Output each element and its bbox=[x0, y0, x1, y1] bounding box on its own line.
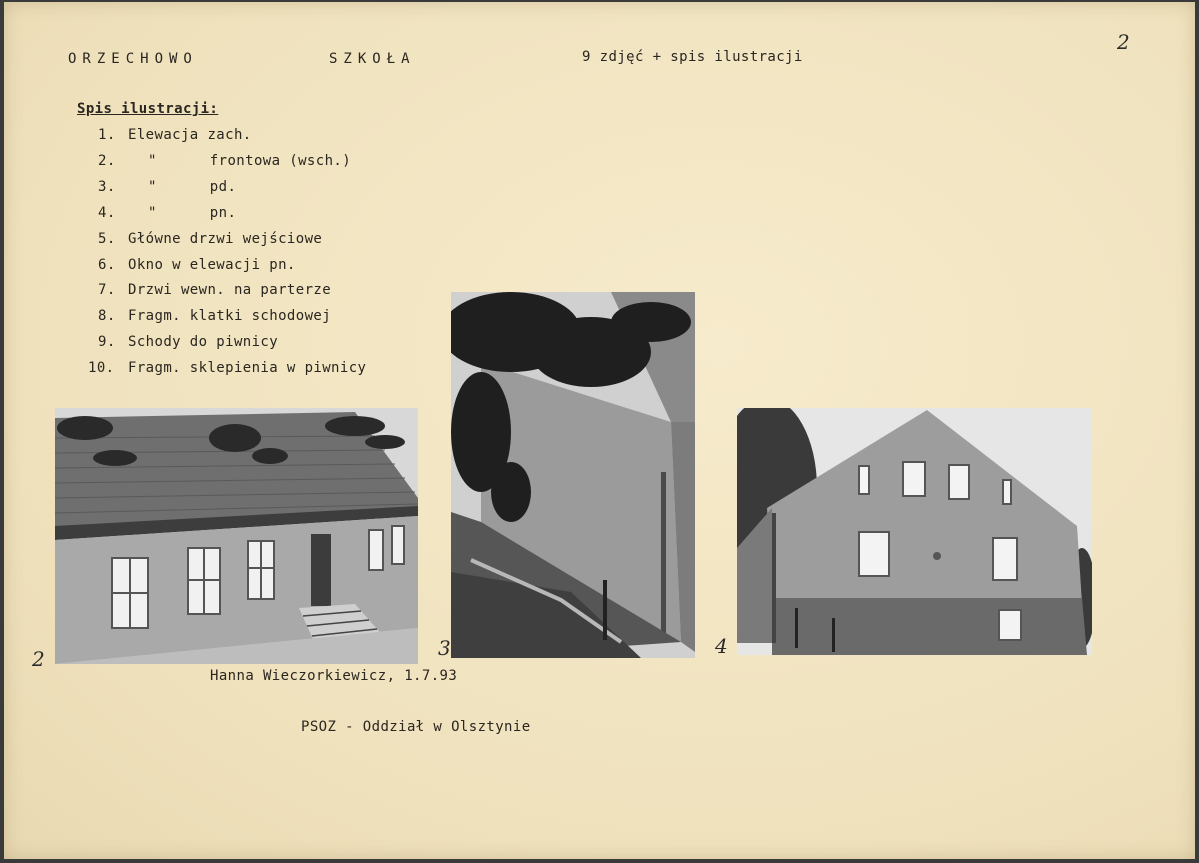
photo-label: 3 bbox=[438, 636, 451, 660]
list-item-number: 1. bbox=[98, 127, 116, 143]
list-item-text: Drzwi wewn. na parterze bbox=[128, 282, 332, 298]
list-item-text: Okno w elewacji pn. bbox=[128, 257, 296, 273]
list-item-number: 10. bbox=[88, 360, 115, 376]
photo-label: 2 bbox=[32, 647, 45, 671]
list-item-text: Główne drzwi wejściowe bbox=[128, 231, 323, 247]
list-item-number: 9. bbox=[98, 334, 116, 350]
list-item-text: " frontowa (wsch.) bbox=[148, 153, 352, 169]
list-item-text: Elewacja zach. bbox=[128, 127, 252, 143]
page-number: 2 bbox=[1117, 30, 1130, 54]
institution: PSOZ - Oddział w Olsztynie bbox=[301, 719, 531, 735]
photo-west-elevation bbox=[55, 408, 418, 664]
list-item-text: Schody do piwnicy bbox=[128, 334, 279, 350]
document-sheet bbox=[4, 2, 1195, 859]
list-item-text: " pd. bbox=[148, 179, 237, 195]
list-item-number: 3. bbox=[98, 179, 116, 195]
list-item-text: Fragm. sklepienia w piwnicy bbox=[128, 360, 367, 376]
photo-south-elevation bbox=[451, 292, 695, 658]
header-object: SZKOŁA bbox=[329, 51, 416, 67]
photo-label: 4 bbox=[715, 634, 728, 658]
list-item-number: 8. bbox=[98, 308, 116, 324]
list-item-number: 4. bbox=[98, 205, 116, 221]
header-photo-count: 9 zdjęć + spis ilustracji bbox=[582, 49, 803, 65]
list-item-number: 2. bbox=[98, 153, 116, 169]
list-item-number: 6. bbox=[98, 257, 116, 273]
header-place: ORZECHOWO bbox=[68, 51, 198, 67]
list-title: Spis ilustracji: bbox=[77, 101, 219, 117]
list-item-text: " pn. bbox=[148, 205, 237, 221]
photographer-credit: Hanna Wieczorkiewicz, 1.7.93 bbox=[210, 668, 458, 684]
photo-north-elevation bbox=[737, 408, 1092, 655]
list-item-number: 7. bbox=[98, 282, 116, 298]
list-item-text: Fragm. klatki schodowej bbox=[128, 308, 332, 324]
list-item-number: 5. bbox=[98, 231, 116, 247]
